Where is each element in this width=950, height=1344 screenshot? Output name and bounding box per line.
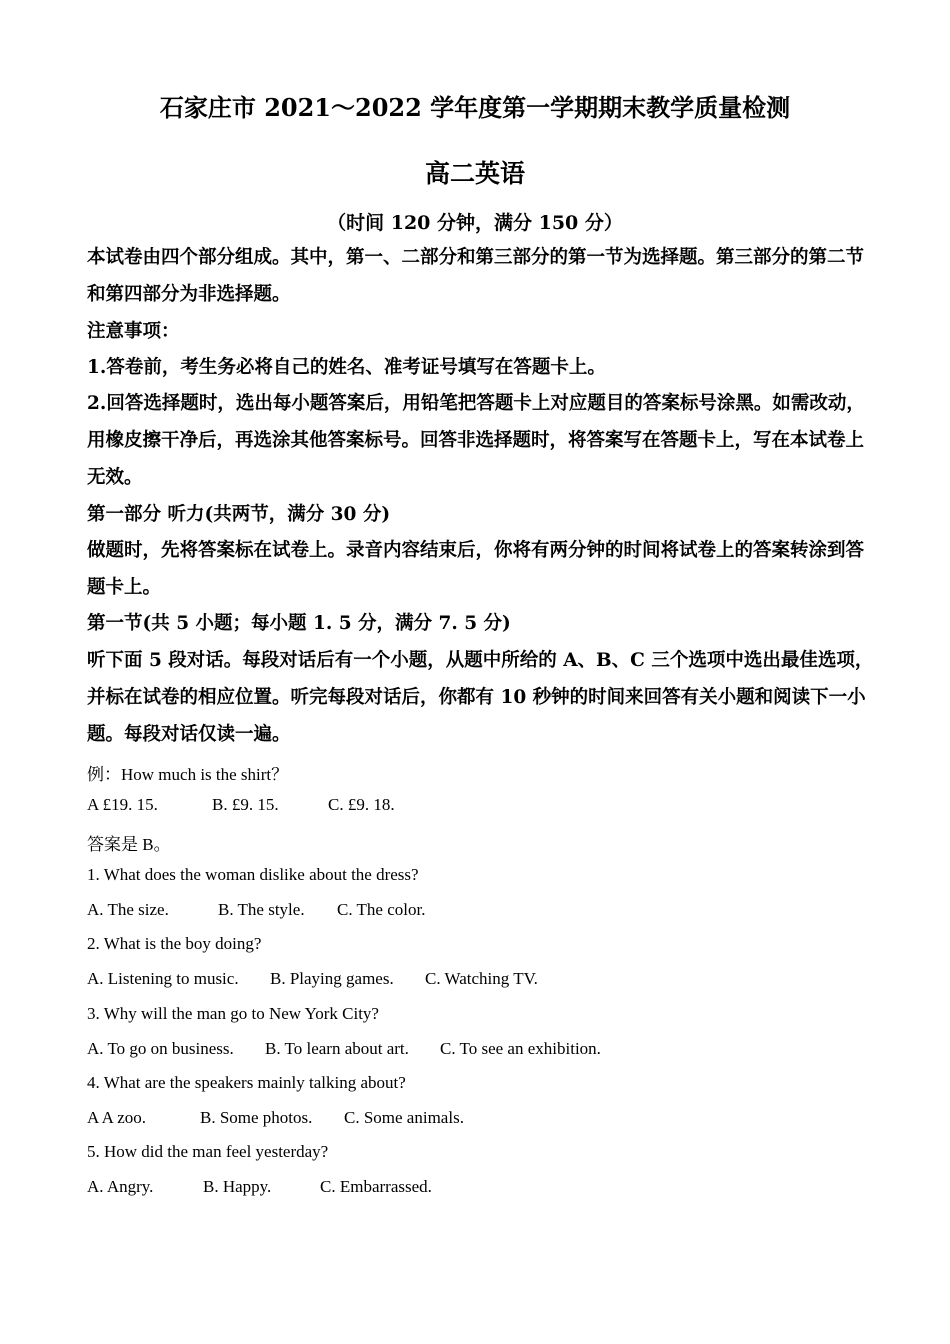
composition-paragraph: 本试卷由四个部分组成。其中，第一、二部分和第三部分的第一节为选择题。第三部分的第二节和第四部分为非选择题。 bbox=[87, 247, 865, 305]
option-a: A. The size. bbox=[87, 900, 169, 919]
part1-heading: 第一部分 听力(共两节，满分 30 分) bbox=[87, 504, 391, 525]
note-1: 1.答卷前，考生务必将自己的姓名、准考证号填写在答题卡上。 bbox=[87, 357, 606, 378]
notes-heading: 注意事项： bbox=[87, 321, 180, 342]
section1-instruction: 听下面 5 段对话。每段对话后有一个小题，从题中所给的 A、B、C 三个选项中选出最佳选项，并标在试卷的相应位置。听完每段对话后，你都有 10 秒钟的时间来回答有关小题和阅读下一小题。每段对话仅读一遍。 bbox=[87, 650, 874, 745]
note-2: 2.回答选择题时，选出每小题答案后，用铅笔把答题卡上对应题目的答案标号涂黑。如需改动，用橡皮擦干净后，再选涂其他答案标号。回答非选择题时，将答案写在答题卡上，写在本试卷上无效。 bbox=[87, 393, 865, 488]
question-1-options bbox=[87, 900, 425, 920]
example-question: 例：How much is the shirt？ bbox=[87, 765, 289, 784]
question-3-options bbox=[87, 1039, 601, 1059]
exam-title: 石家庄市 2021～2022 学年度第一学期期末教学质量检测 bbox=[159, 93, 791, 122]
option-b: B. Happy. bbox=[203, 1177, 272, 1196]
option-a: A A zoo. bbox=[87, 1108, 147, 1127]
question-1: 1. What does the woman dislike about the dress? bbox=[87, 865, 419, 884]
option-b: B. The style. bbox=[218, 900, 305, 919]
option-c: C. Embarrassed. bbox=[320, 1177, 432, 1196]
question-5-options bbox=[87, 1177, 432, 1197]
question-2-options bbox=[87, 969, 538, 989]
question-4: 4. What are the speakers mainly talking about? bbox=[87, 1073, 406, 1092]
question-5: 5. How did the man feel yesterday? bbox=[87, 1142, 329, 1161]
question-2: 2. What is the boy doing? bbox=[87, 934, 262, 953]
option-c: C. The color. bbox=[337, 900, 426, 919]
part1-instruction: 做题时，先将答案标在试卷上。录音内容结束后，你将有两分钟的时间将试卷上的答案转涂到答题卡上。 bbox=[87, 540, 865, 598]
option-c: C. Watching TV. bbox=[425, 969, 538, 988]
option-a: A. Angry. bbox=[87, 1177, 154, 1196]
option-a: A £19. 15. bbox=[87, 795, 158, 814]
option-c: C. £9. 18. bbox=[328, 795, 395, 814]
option-c: C. To see an exhibition. bbox=[440, 1039, 601, 1058]
example-options bbox=[87, 795, 395, 815]
question-4-options bbox=[87, 1108, 464, 1128]
subject-title: 高二英语 bbox=[424, 159, 525, 188]
option-a: A. Listening to music. bbox=[87, 969, 239, 988]
example-answer: 答案是 B。 bbox=[87, 835, 171, 854]
option-b: B. £9. 15. bbox=[212, 795, 279, 814]
option-b: B. Some photos. bbox=[200, 1108, 313, 1127]
option-b: B. Playing games. bbox=[270, 969, 394, 988]
option-b: B. To learn about art. bbox=[265, 1039, 409, 1058]
option-a: A. To go on business. bbox=[87, 1039, 234, 1058]
time-note: （时间 120 分钟，满分 150 分） bbox=[327, 212, 623, 234]
section1-heading: 第一节(共 5 小题；每小题 1. 5 分，满分 7. 5 分) bbox=[87, 613, 511, 634]
question-3: 3. Why will the man go to New York City? bbox=[87, 1004, 379, 1023]
option-c: C. Some animals. bbox=[344, 1108, 464, 1127]
